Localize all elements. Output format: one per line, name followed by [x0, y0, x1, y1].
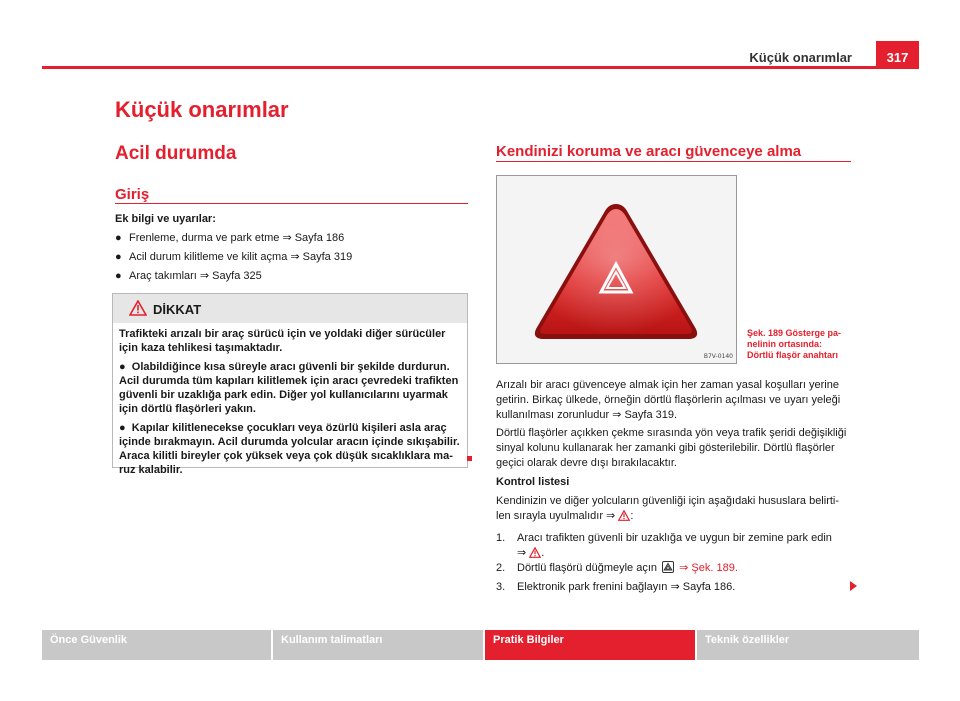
reference-list: [115, 231, 465, 288]
list-item: ● Araç takımları ⇒ Sayfa 325: [115, 270, 262, 282]
body-paragraph: Kendinizin ve diğer yolcuların güvenliği için aşağıdaki hususlara belirti-len sırayla uyulmalıdır ⇒ :: [496, 495, 840, 522]
figure-caption: Şek. 189 Gösterge pa- nelinin ortasında: Dörtlü flaşör anahtarı: [747, 328, 842, 360]
list-item: ● Acil durum kilitleme ve kilit açma ⇒ Sayfa 319: [115, 251, 353, 263]
continue-arrow-icon: [850, 581, 857, 591]
caution-title: DİKKAT: [153, 302, 202, 317]
subsection-title-right: Kendinizi koruma ve aracı güvenceye alma: [496, 143, 802, 160]
list-item: ● Frenleme, durma ve park etme ⇒ Sayfa 186: [115, 232, 345, 244]
tab-teknik-ozellikler[interactable]: Teknik özellikler: [697, 630, 919, 660]
hazard-switch-figure: [496, 175, 737, 364]
info-title: Ek bilgi ve uyarılar:: [115, 213, 216, 225]
figure-code: B7V-0140: [703, 353, 733, 360]
caution-box: [112, 293, 468, 476]
caution-paragraph: ● Kapılar kilitlenecekse çocukları veya özürlü kişileri asla araç içinde bırakmayın. Acil durumda yolcular aracın içinde sıkışabilir. Araca kilitli bireyler çok yüksek veya çok düşük sıcaklıklara ma-ruz kalabilir.: [119, 422, 460, 476]
footer-nav: [42, 630, 919, 660]
warning-triangle-icon: [529, 547, 541, 558]
subsection-title: Giriş: [115, 186, 150, 203]
checklist-title: Kontrol listesi: [496, 476, 570, 488]
figure-link[interactable]: ⇒ Şek. 189.: [679, 562, 738, 574]
tab-pratik-bilgiler[interactable]: Pratik Bilgiler: [485, 630, 695, 660]
caution-paragraph: Trafikteki arızalı bir araç sürücü için ve yoldaki diğer sürücüler için kaza tehlikesi taşımaktadır.: [119, 328, 446, 354]
reference-link[interactable]: Elektronik park frenini bağlayın ⇒ Sayfa 186.: [517, 581, 736, 593]
caution-body: [113, 323, 467, 477]
subsection-rule: [115, 203, 468, 204]
hazard-button-icon: [662, 561, 674, 573]
section-title: Acil durumda: [115, 143, 237, 164]
warning-triangle-icon: [618, 510, 630, 521]
reference-link[interactable]: Acil durum kilitleme ve kilit açma ⇒ Sayfa 319: [129, 251, 353, 263]
page-number: 317: [876, 41, 919, 66]
tab-kullanim-talimatlari[interactable]: Kullanım talimatları: [273, 630, 483, 660]
section-end-marker: [467, 456, 472, 461]
list-item: 2. Dörtlü flaşörü düğmeyle açın ⇒ Şek. 189.: [496, 562, 738, 574]
running-header-title: Küçük onarımlar: [749, 50, 852, 65]
reference-link[interactable]: Araç takımları ⇒ Sayfa 325: [129, 270, 262, 282]
chapter-title: Küçük onarımlar: [115, 97, 289, 122]
warning-triangle-icon: [129, 300, 147, 316]
hazard-warning-button-icon: [497, 176, 736, 363]
header-rule: [42, 66, 919, 69]
caution-paragraph: ● Olabildiğince kısa süreyle aracı güvenli bir şekilde durdurun. Acil durumda tüm kapıları kilitlemek için aracı çevredeki trafikten güvenli bir uzaklığa park edin. Diğer yol kullanıcılarını uyarmak için dörtlü flaşörleri yakın.: [119, 361, 459, 415]
tab-once-guvenlik[interactable]: Önce Güvenlik: [42, 630, 271, 660]
list-item: 1. Aracı trafikten güvenli bir uzaklığa ve uygun bir zemine park edin ⇒ .: [496, 532, 832, 559]
caution-header: [113, 294, 467, 323]
body-paragraph: Arızalı bir aracı güvenceye almak için her zaman yasal koşulları yerine getirin. Birkaç ülkede, örneğin dörtlü flaşörlerin açılması ve uyarı yeleği kullanılması zorunludur ⇒ Sayfa 319.: [496, 379, 841, 421]
reference-link[interactable]: Frenleme, durma ve park etme ⇒ Sayfa 186: [129, 232, 345, 244]
subsection-rule-right: [496, 161, 851, 162]
list-item: 3. Elektronik park frenini bağlayın ⇒ Sayfa 186.: [496, 580, 851, 596]
body-paragraph: Dörtlü flaşörler açıkken çekme sırasında yön veya trafik şeridi değişikliği sinyal kolunu kullanarak her zamanki gibi gösterilebilir. Dörtlü flaşörler geçici olarak devre dışı bırakılacaktır.: [496, 427, 847, 469]
